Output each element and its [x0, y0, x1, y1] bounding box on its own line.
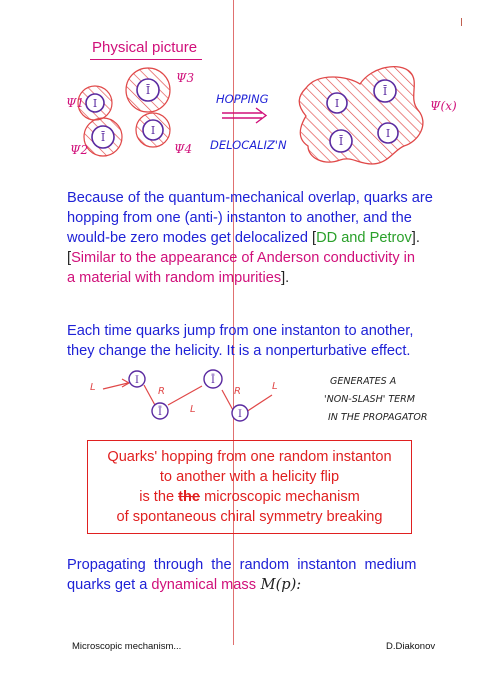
left-helicity-label: L	[272, 381, 278, 392]
psi2-label: Ψ2	[70, 143, 89, 157]
right-helicity-label: R	[234, 386, 241, 397]
hopping-arrow	[222, 108, 266, 123]
instanton-diagram	[0, 62, 500, 172]
instanton-label: I	[385, 127, 391, 140]
anti-instanton-label: Ī	[145, 84, 151, 97]
para1-line4: [Similar to the appearance of Anderson conductivity in	[67, 250, 416, 266]
footer-left: Microscopic mechanism...	[72, 641, 182, 652]
anti-instanton-label: Ī	[338, 135, 344, 148]
helicity-chain-diagram	[0, 360, 500, 432]
box-line4: of spontaneous chiral symmetry breaking	[116, 509, 383, 525]
box-line1: Quarks' hopping from one random instanton	[107, 449, 392, 465]
instanton-label: I	[334, 97, 340, 110]
left-helicity-label: L	[190, 404, 196, 415]
para3-line1: Propagating through the random instanton medium	[67, 557, 417, 573]
para1-line5: a material with random impurities].	[67, 270, 290, 286]
instanton-label: I	[238, 409, 242, 420]
instanton-label: I	[92, 97, 98, 110]
instanton-label: I	[135, 375, 139, 386]
left-helicity-label: L	[90, 382, 96, 393]
box-line2: to another with a helicity flip	[159, 469, 340, 485]
para2-line1: Each time quarks jump from one instanton to another,	[67, 323, 414, 339]
struck-word: the	[178, 489, 201, 505]
anti-instanton-label: Ī	[158, 407, 162, 418]
para2-line2: they change the helicity. It is a nonperturbative effect.	[67, 343, 411, 359]
right-helicity-label: R	[158, 386, 165, 397]
footer-right: D.Diakonov	[386, 641, 436, 652]
anti-instanton-label: Ī	[100, 131, 106, 144]
note-line3: IN THE PROPAGATOR	[328, 412, 428, 423]
slide-title: Physical picture	[92, 39, 198, 56]
localized-instantons	[78, 68, 170, 156]
anti-instanton-label: Ī	[211, 375, 215, 386]
corner-mark	[461, 18, 462, 26]
delocalized-blob	[299, 67, 423, 164]
psi4-label: Ψ4	[174, 142, 193, 156]
note-line1: GENERATES A	[330, 376, 397, 387]
psi-x-label: Ψ(x)	[430, 99, 457, 113]
instanton-label: I	[150, 124, 156, 137]
anti-instanton-label: Ī	[382, 85, 388, 98]
para1-line2: hopping from one (anti-) instanton to another, and the	[67, 210, 412, 226]
delocalization-label: DELOCALIZ'N	[210, 138, 287, 152]
hopping-label: HOPPING	[216, 92, 269, 106]
psi1-label: Ψ1	[66, 96, 85, 110]
para1-line3: would-be zero modes get delocalized [DD and Petrov].	[67, 230, 420, 246]
box-line3: is the the microscopic mechanism	[139, 489, 360, 505]
para1-line1: Because of the quantum-mechanical overlap, quarks are	[67, 190, 433, 206]
psi3-label: Ψ3	[176, 71, 195, 85]
title-underline	[90, 59, 202, 60]
para3-line2: quarks get a dynamical mass M(p):	[67, 576, 302, 593]
note-line2: 'NON-SLASH' TERM	[324, 394, 415, 405]
citation: DD and Petrov	[316, 230, 412, 246]
